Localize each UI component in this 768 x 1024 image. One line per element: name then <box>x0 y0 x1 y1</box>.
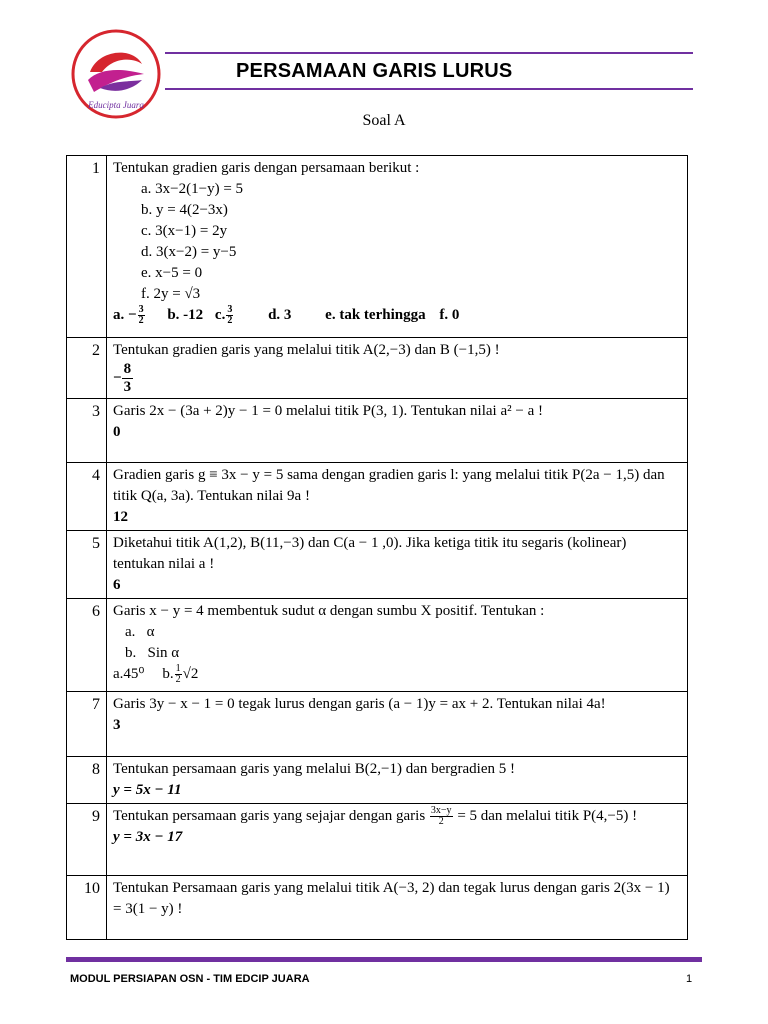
logo-text: Educipta Juara <box>88 100 144 110</box>
question-number: 8 <box>67 757 107 804</box>
question-number: 2 <box>67 338 107 399</box>
question-row <box>67 338 688 399</box>
question-row <box>67 463 688 531</box>
question-number: 9 <box>67 804 107 876</box>
question-text: Garis x − y = 4 membentuk sudut α dengan sumbu X positif. Tentukan : <box>113 603 545 619</box>
question-body <box>107 757 688 804</box>
list-item: a. 3x−2(1−y) = 5 <box>141 181 244 197</box>
question-number: 4 <box>67 463 107 531</box>
question-row <box>67 599 688 692</box>
header-line-top <box>165 52 693 54</box>
question-body <box>107 338 688 399</box>
answer: 0 <box>113 424 121 440</box>
answer: a.45⁰ b. $\frac{1}{2}$ √2 <box>113 663 199 686</box>
question-text: Gradien garis g ≡ 3x − y = 5 sama dengan gradien garis l: yang melalui titik P(2a − 1,5) dan titik Q(a, 3a). Tentukan nilai 9a ! <box>113 467 665 504</box>
question-row <box>67 399 688 463</box>
question-row <box>67 804 688 876</box>
question-row <box>67 757 688 804</box>
question-row <box>67 876 688 940</box>
question-text: Tentukan gradien garis dengan persamaan berikut : <box>113 160 420 176</box>
question-text: Diketahui titik A(1,2), B(11,−3) dan C(a − 1 ,0). Jika ketiga titik itu segaris (kolinear) tentukan nilai a ! <box>113 535 627 572</box>
answer: 12 <box>113 509 128 525</box>
question-text: Tentukan gradien garis yang melalui titik A(2,−3) dan B (−1,5) ! <box>113 342 500 358</box>
question-body <box>107 463 688 531</box>
question-body <box>107 156 688 338</box>
subtitle: Soal A <box>362 112 406 129</box>
list-item: d. 3(x−2) = y−5 <box>141 244 237 260</box>
footer-line <box>66 957 702 962</box>
question-number: 10 <box>67 876 107 940</box>
question-body <box>107 599 688 692</box>
question-body <box>107 692 688 757</box>
question-number: 7 <box>67 692 107 757</box>
questions-table <box>66 155 688 940</box>
page-title: PERSAMAAN GARIS LURUS <box>236 60 513 82</box>
answer: − $\frac{8}{3}$ <box>113 361 132 395</box>
question-number: 1 <box>67 156 107 338</box>
question-body <box>107 876 688 940</box>
educipta-logo <box>70 28 162 120</box>
list-item: a. α <box>125 624 155 640</box>
answer: y = 3x − 17 <box>113 829 183 846</box>
question-number: 3 <box>67 399 107 463</box>
question-text: Garis 3y − x − 1 = 0 tegak lurus dengan garis (a − 1)y = ax + 2. Tentukan nilai 4a! <box>113 696 606 712</box>
question-row <box>67 531 688 599</box>
answer: 6 <box>113 577 121 593</box>
question-row <box>67 692 688 757</box>
list-item: e. x−5 = 0 <box>141 265 203 281</box>
page-number: 1 <box>686 973 693 985</box>
question-body <box>107 531 688 599</box>
question-body <box>107 399 688 463</box>
question-text: Tentukan persamaan garis yang sejajar dengan garis $\frac{3x-y}{2}$ = 5 dan melalui titik P(4,−5) ! <box>113 805 638 828</box>
list-item: b. y = 4(2−3x) <box>141 202 228 218</box>
list-item: f. 2y = √3 <box>141 286 201 302</box>
list-item: c. 3(x−1) = 2y <box>141 223 228 239</box>
question-number: 6 <box>67 599 107 692</box>
answer: a. − $\frac{3}{2}$ b. -12 c. $\frac{3}{2}$ d. 3 e. tak terhingga f. 0 <box>113 304 460 327</box>
question-body <box>107 804 688 876</box>
question-text: Tentukan Persamaan garis yang melalui titik A(−3, 2) dan tegak lurus dengan garis 2(3x − 1) = 3(1 − y) ! <box>113 880 670 917</box>
question-text: Garis 2x − (3a + 2)y − 1 = 0 melalui titik P(3, 1). Tentukan nilai a² − a ! <box>113 403 543 419</box>
answer: y = 5x − 11 <box>113 782 182 798</box>
question-row <box>67 156 688 338</box>
list-item: b. Sin α <box>125 645 180 661</box>
header-line-bottom <box>165 88 693 90</box>
question-number: 5 <box>67 531 107 599</box>
question-text: Tentukan persamaan garis yang melalui B(2,−1) dan bergradien 5 ! <box>113 761 515 777</box>
answer: 3 <box>113 717 121 733</box>
footer-text: MODUL PERSIAPAN OSN - TIM EDCIP JUARA <box>70 973 310 985</box>
